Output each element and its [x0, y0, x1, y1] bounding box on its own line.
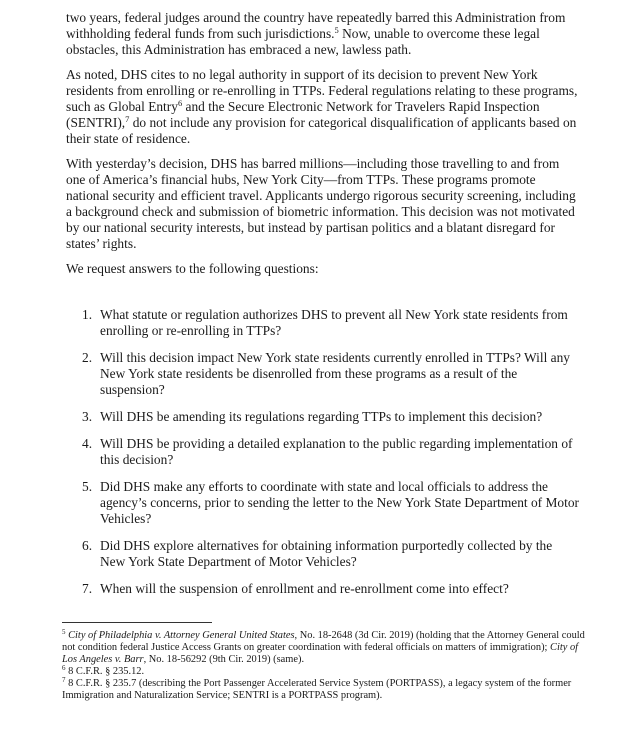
case-citation: City of Philadelphia v. Attorney General United States: [68, 630, 295, 641]
question-text: Will this decision impact New York state residents currently enrolled in TTPs? Will any New York state residents be disenrolled from these programs as a result of the suspension?: [100, 350, 570, 397]
footnotes-section: [62, 622, 591, 702]
paragraph-text: and the Secure Electronic Network for Travelers Rapid Inspection (SENTRI),: [66, 99, 540, 130]
question-number: 3.: [82, 409, 93, 424]
question-item: [84, 538, 579, 570]
footnote-mark: 6: [62, 664, 66, 672]
question-text: What statute or regulation authorizes DHS to prevent all New York state residents from enrolling or re-enrolling in TTPs?: [100, 307, 568, 338]
paragraph-text: Now, unable to overcome these legal obstacles, this Administration has embraced a new, lawless path.: [66, 26, 540, 57]
paragraph-request-intro: We request answers to the following questions:: [66, 261, 319, 276]
question-item: [84, 409, 579, 425]
questions-list: [84, 307, 579, 597]
question-item: [84, 436, 579, 468]
question-number: 5.: [82, 479, 93, 494]
question-text: Did DHS explore alternatives for obtaining information purportedly collected by the New York State Department of Motor Vehicles?: [100, 538, 553, 569]
question-item: [84, 307, 579, 339]
question-number: 2.: [82, 350, 93, 365]
paragraph-decision-impact: With yesterday’s decision, DHS has barred millions—including those travelling to and from one of America’s financial hubs, New York City—from TTPs. These programs promote national security and efficient travel. Applicants undergo rigorous security screening, including a background check and submission of biometric information. This decision was not motivated by our national security interests, but instead by partisan politics and a blatant disregard for states’ rights.: [66, 156, 576, 251]
paragraph-text: two years, federal judges around the country have repeatedly barred this Administration from withholding federal funds from such jurisdictions.: [66, 10, 566, 41]
question-number: 1.: [82, 307, 93, 322]
question-number: 7.: [82, 581, 93, 596]
paragraph-text: do not include any provision for categorical disqualification of applicants based on their state of residence.: [66, 115, 577, 146]
question-number: 6.: [82, 538, 93, 553]
question-number: 4.: [82, 436, 93, 451]
footnote-7: [62, 678, 591, 702]
paragraph-legal-authority: [66, 67, 579, 147]
question-text: Will DHS be amending its regulations regarding TTPs to implement this decision?: [100, 409, 543, 424]
footnote-mark: 5: [62, 628, 66, 636]
question-item: [84, 581, 579, 597]
footnote-text: , No. 18-2648 (3d Cir. 2019) (holding that the Attorney General could not condition federal Justice Access Grants on greater coordination with federal officials on matters of immigration);: [62, 630, 585, 653]
question-item: [84, 479, 579, 527]
footnote-text: , No. 18-56292 (9th Cir. 2019) (same).: [143, 654, 305, 665]
question-text: Will DHS be providing a detailed explanation to the public regarding implementation of this decision?: [100, 436, 573, 467]
question-text: When will the suspension of enrollment and re-enrollment come into effect?: [100, 581, 509, 596]
paragraph-text: As noted, DHS cites to no legal authority in support of its decision to prevent New York residents from enrolling or re-enrolling in TTPs. Federal regulations relating to these programs, such as Global Entry: [66, 67, 578, 114]
footnote-divider: [62, 622, 212, 623]
question-item: [84, 350, 579, 398]
footnote-5: [62, 630, 591, 666]
question-text: Did DHS make any efforts to coordinate with state and local officials to address the agency’s concerns, prior to sending the letter to the New York State Department of Motor Vehicles?: [100, 479, 579, 526]
footnote-mark: 7: [62, 676, 66, 684]
case-citation: City of Los Angeles v. Barr: [62, 642, 579, 665]
footnote-ref-7[interactable]: 7: [125, 114, 130, 124]
footnote-ref-5[interactable]: 5: [334, 25, 339, 35]
footnote-text: 8 C.F.R. § 235.7 (describing the Port Passenger Accelerated Service System (PORTPASS), a legacy system of the former Immigration and Naturalization Service; SENTRI is a PORTPASS program).: [62, 678, 572, 701]
paragraph-legal-history: [66, 10, 579, 58]
footnote-ref-6[interactable]: 6: [177, 98, 183, 108]
footnote-6: [62, 666, 591, 678]
footnote-text: 8 C.F.R. § 235.12.: [65, 666, 145, 677]
